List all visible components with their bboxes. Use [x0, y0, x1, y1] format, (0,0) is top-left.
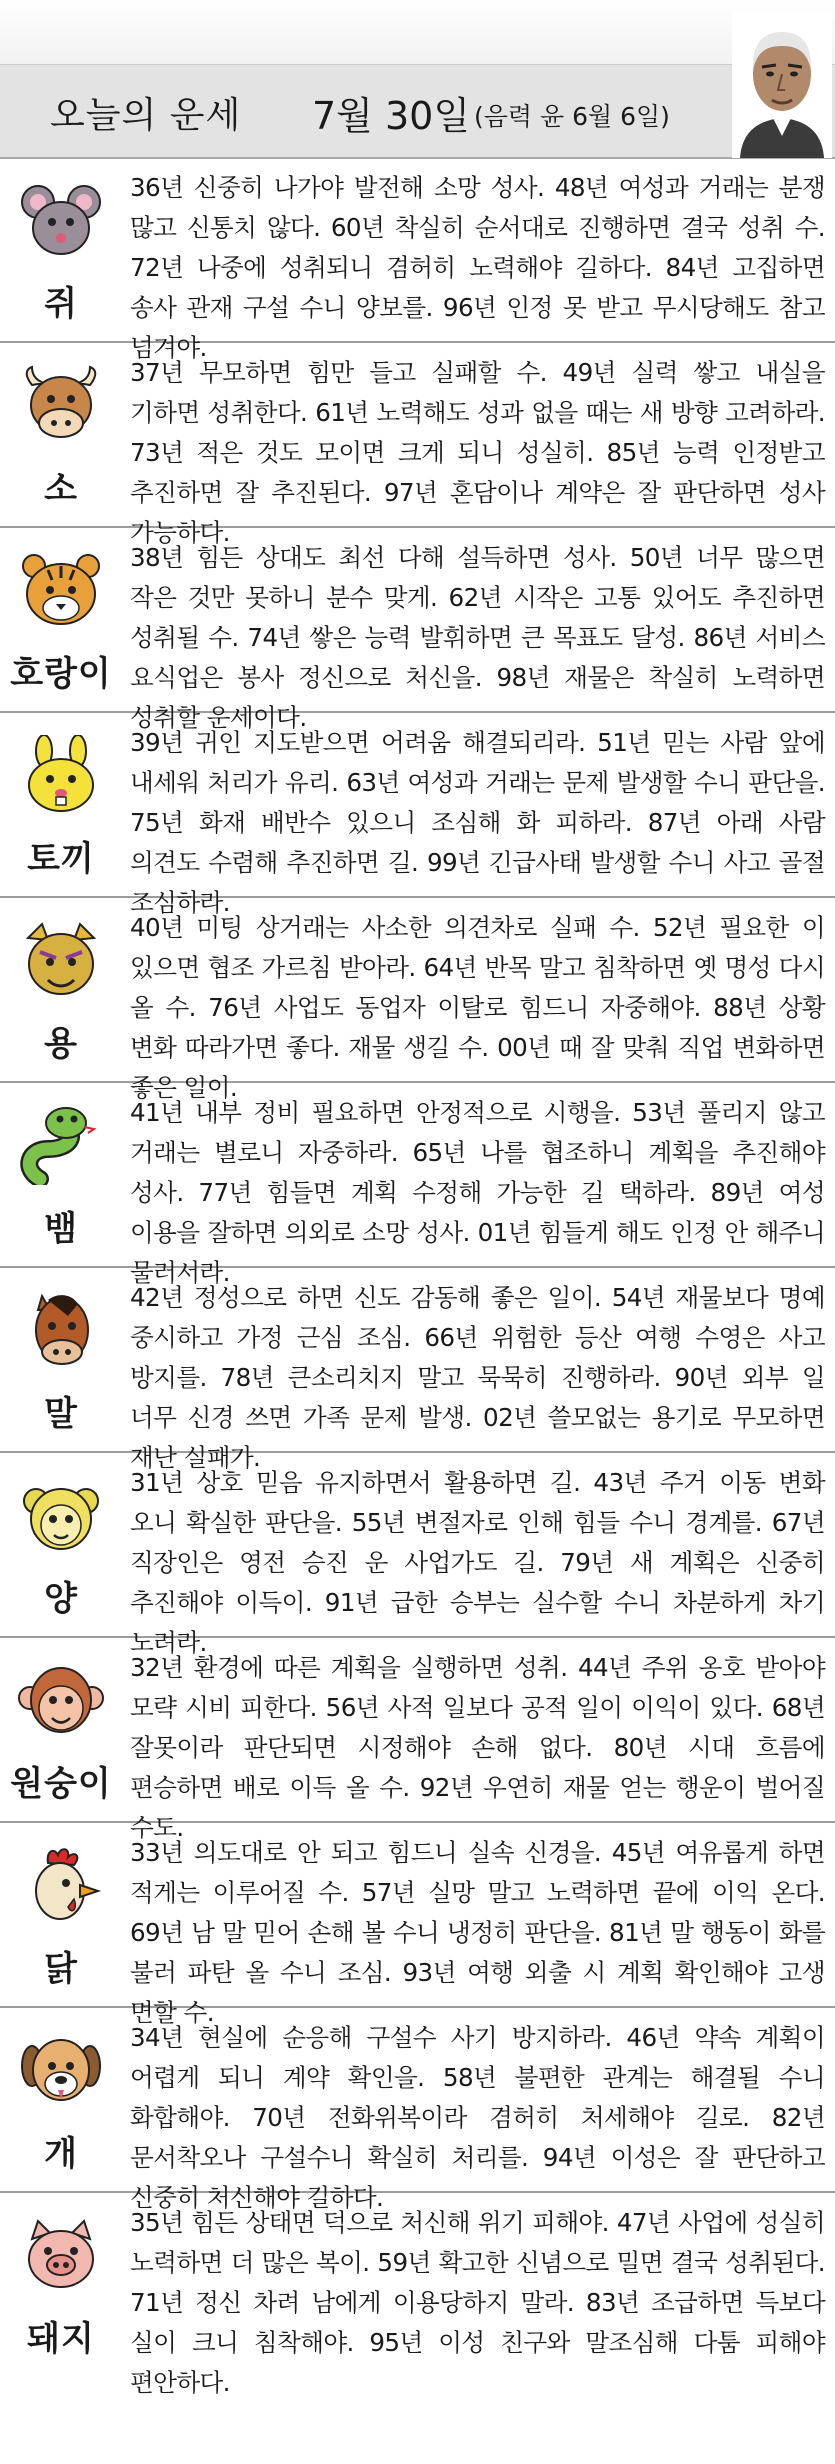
animal-name: 소: [44, 469, 78, 509]
pig-icon: [18, 2215, 104, 2295]
rat-icon: [18, 180, 104, 260]
rabbit-icon: [18, 735, 104, 815]
fortune-text: 33년 의도대로 안 되고 힘드니 실속 신경을. 45년 여유롭게 하면 적게는 이루어질 수. 57년 실망 말고 노력하면 끝에 이익 온다. 69년 남 말 믿어 손해 볼 수니 냉정히 판단을. 81년 말 행동이 화를 불러 파탄 올 수니 조심. 93년 여행 외출 시 계획 확인해야 고생 면할 수.: [130, 1838, 825, 2027]
fortune-text: 34년 현실에 순응해 구설수 사기 방지하라. 46년 약속 계획이 어렵게 되니 계약 확인을. 58년 불편한 관계는 해결될 수니 화합해야. 70년 전화위복이라 겸허히 처세해야 길로. 82년 문서착오나 구설수니 확실히 처리를. 94년 이성은 잘 판단하고 신중히 처신해야 길하다.: [130, 2023, 825, 2212]
fortune-row-dog: [0, 2008, 835, 2212]
fortune-text: 35년 힘든 상태면 덕으로 처신해 위기 피해야. 47년 사업에 성실히 노력하면 더 많은 복이. 59년 확고한 신념으로 밀면 결국 성취된다. 71년 정신 차려 남에게 이용당하지 말라. 83년 조급하면 득보다 실이 크니 침착해야. 95년 이성 친구와 말조심해 다툼 피해야 편안하다.: [130, 2208, 825, 2397]
dragon-icon: [18, 920, 104, 1000]
fortune-row-snake: [0, 1083, 835, 1287]
header-bar: [0, 64, 835, 159]
fortune-row-monkey: [0, 1638, 835, 1842]
ox-icon: [18, 365, 104, 445]
fortune-text: 42년 정성으로 하면 신도 감동해 좋은 일이. 54년 재물보다 명예 중시하고 가정 근심 조심. 66년 위험한 등산 여행 수영은 사고 방지를. 78년 큰소리치지 말고 묵묵히 진행하라. 90년 외부 일 너무 신경 쓰면 가족 문제 발생. 02년 쓸모없는 용기로 무모하면 재난 실패가.: [130, 1283, 825, 1472]
tiger-icon: [18, 550, 104, 630]
fortune-row-horse: [0, 1268, 835, 1472]
fortune-row-pig: [0, 2193, 835, 2397]
top-margin: [0, 0, 835, 64]
animal-cell: [0, 1638, 122, 1821]
animal-cell: [0, 1083, 122, 1266]
animal-cell: [0, 1823, 122, 2006]
animal-name: 닭: [44, 1949, 78, 1989]
animal-name: 토끼: [27, 839, 95, 879]
animal-name: 용: [44, 1024, 78, 1064]
animal-cell: [0, 898, 122, 1081]
horse-icon: [18, 1290, 104, 1370]
animal-name: 호랑이: [10, 654, 112, 694]
animal-cell: [0, 1453, 122, 1636]
animal-cell: [0, 2008, 122, 2191]
page-title: 오늘의 운세: [50, 95, 242, 136]
animal-cell: [0, 713, 122, 896]
fortune-row-rooster: [0, 1823, 835, 2027]
fortune-row-ox: [0, 343, 835, 547]
fortune-text: 41년 내부 정비 필요하면 안정적으로 시행을. 53년 풀리지 않고 거래는 별로니 자중하라. 65년 나를 협조하니 계획을 추진해야 성사. 77년 힘들면 계획 수정해 가능한 길 택하라. 89년 여성 이용을 잘하면 의외로 소망 성사. 01년 힘들게 해도 인정 안 해주니 물러서라.: [130, 1098, 825, 1287]
date-label: 7월 30일: [312, 94, 471, 138]
animal-cell: [0, 2193, 122, 2376]
animal-cell: [0, 1268, 122, 1451]
fortune-text: 31년 상호 믿음 유지하면서 활용하면 길. 43년 주거 이동 변화 오니 확실한 판단을. 55년 변절자로 인해 힘들 수니 경계를. 67년 직장인은 영전 승진 운 사업가도 길. 79년 새 계획은 신중히 추진해야 이득이. 91년 급한 승부는 실수할 수니 차분하게 차기 노려라.: [130, 1468, 825, 1657]
lunar-date-label: (음력 윤 6월 6일): [474, 102, 670, 131]
snake-icon: [18, 1105, 104, 1185]
animal-cell: [0, 343, 122, 526]
animal-name: 쥐: [44, 284, 78, 324]
animal-name: 원숭이: [10, 1764, 112, 1804]
fortune-text: 37년 무모하면 힘만 들고 실패할 수. 49년 실력 쌓고 내실을 기하면 성취한다. 61년 노력해도 성과 없을 때는 새 방향 고려하라. 73년 적은 것도 모이면 크게 되니 성실히. 85년 능력 인정받고 추진하면 잘 추진된다. 97년 혼담이나 계약은 잘 판단하면 성사 가능하다.: [130, 358, 825, 547]
animal-cell: [0, 528, 122, 711]
fortune-text: 40년 미팅 상거래는 사소한 의견차로 실패 수. 52년 필요한 이 있으면 협조 가르침 받아라. 64년 반목 말고 침착하면 옛 명성 다시 올 수. 76년 사업도 동업자 이탈로 힘드니 자중해야. 88년 상황 변화 따라가면 좋다. 재물 생길 수. 00년 때 잘 맞춰 직업 변화하면 좋은 일이.: [130, 913, 825, 1102]
animal-cell: [0, 158, 122, 341]
animal-name: 돼지: [27, 2319, 95, 2359]
fortune-row-rabbit: [0, 713, 835, 917]
fortune-text: 32년 환경에 따른 계획을 실행하면 성취. 44년 주위 옹호 받아야 모략 시비 피한다. 56년 사적 일보다 공적 일이 이익이 있다. 68년 잘못이라 판단되면 시정해야 손해 없다. 80년 시대 흐름에 편승하면 배로 이득 올 수. 92년 우연히 재물 얻는 행운이 벌어질 수도.: [130, 1653, 825, 1842]
fortune-row-rat: [0, 158, 835, 362]
fortune-text: 39년 귀인 지도받으면 어려움 해결되리라. 51년 믿는 사람 앞에 내세워 처리가 유리. 63년 여성과 거래는 문제 발생할 수니 판단을. 75년 화재 배반수 있으니 조심해 화 피하라. 87년 아래 사람 의견도 수렴해 추진하면 길. 99년 긴급사태 발생할 수니 사고 골절 조심하라.: [130, 728, 825, 917]
fortune-text: 36년 신중히 나가야 발전해 소망 성사. 48년 여성과 거래는 분쟁 많고 신통치 않다. 60년 착실히 순서대로 진행하면 결국 성취 수. 72년 나중에 성취되니 겸허히 노력해야 길하다. 84년 고집하면 송사 관재 구설 수니 양보를. 96년 인정 못 받고 무시당해도 참고 넘겨야.: [130, 173, 825, 362]
rooster-icon: [18, 1845, 104, 1925]
monkey-icon: [18, 1660, 104, 1740]
fortune-row-sheep: [0, 1453, 835, 1657]
animal-name: 양: [44, 1579, 78, 1619]
fortune-row-dragon: [0, 898, 835, 1102]
animal-name: 개: [44, 2134, 78, 2174]
animal-name: 말: [44, 1394, 78, 1434]
sheep-icon: [18, 1475, 104, 1555]
fortune-row-tiger: [0, 528, 835, 732]
animal-name: 뱀: [44, 1209, 78, 1249]
dog-icon: [18, 2030, 104, 2110]
fortune-text: 38년 힘든 상대도 최선 다해 설득하면 성사. 50년 너무 많으면 작은 것만 못하니 분수 맞게. 62년 시작은 고통 있어도 추진하면 성취될 수. 74년 쌓은 능력 발휘하면 큰 목표도 달성. 86년 서비스 요식업은 봉사 정신으로 처신을. 98년 재물은 착실히 노력하면 성취할 운세이다.: [130, 543, 825, 732]
columnist-portrait: [732, 12, 832, 158]
